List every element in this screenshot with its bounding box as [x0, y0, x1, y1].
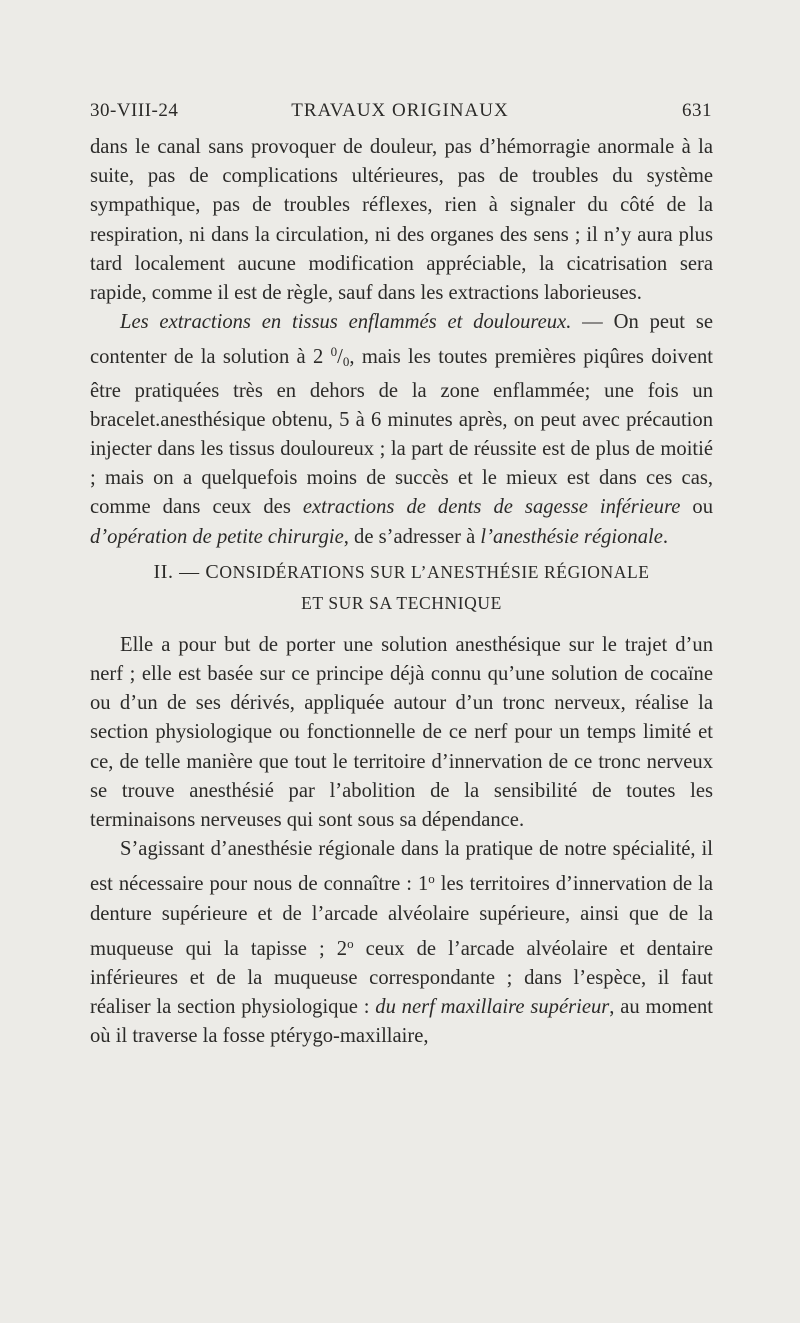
paragraph-1: [90, 133, 713, 308]
section-dash: —: [173, 560, 206, 583]
paragraph-2-text-2: , mais les toutes premières piqûres doivent être pratiquées très en dehors de la zone enflammée; une fois un bracelet.anesthésique obtenu, 5 à 6 minutes après, on peut avec précaution injecter dans les tissus douloureux ; la part de réussite est de plus de moitié ; mais on a quelquefois moins de succès et le mieux est dans ces cas, comme dans ceux des: [90, 346, 713, 519]
percent-sign-slash: /: [337, 346, 343, 369]
paragraph-1-text: dans le canal sans provoquer de douleur, pas d’hémorragie anormale à la suite, pas de complications ultérieures, pas de troubles du système sympathique, pas de troubles réflexes, rien à signaler du côté de la respiration, ni dans la circulation, ni des organes des sens ; il n’y aura plus tard localement aucune modification appréciable, la cicatrisation sera rapide, comme il est de règle, sauf dans les extractions laborieuses.: [90, 136, 713, 305]
paragraph-2-italic-1: extractions de dents de sagesse inférieure: [302, 496, 681, 519]
section-heading: [90, 558, 713, 618]
section-title-line-1: ONSIDÉRATIONS SUR L’ANESTHÉSIE RÉGIONALE: [219, 561, 650, 582]
paragraph-4-italic-1: du nerf maxillaire supérieur: [375, 996, 610, 1019]
paragraph-2-text-4: , de s’adresser à: [343, 525, 481, 548]
paragraph-3-text: Elle a pour but de porter une solution anesthésique sur le trajet d’un nerf ; elle est basée sur ce principe déjà connu qu’une solution de cocaïne ou d’un de ses dérivés, appliquée autour d’un tronc nerveux, réalise la section physiologique ou fonctionnelle de ce nerf pour un temps limité et ce, de telle manière que tout le territoire d’innervation de ce tronc nerveux se trouve anesthésié par l’abolition de la sensibilité de toutes les terminaisons nerveuses qui sont sous sa dépendance.: [90, 633, 713, 832]
section-title-line-2: ET SUR SA TECHNIQUE: [301, 592, 502, 613]
paragraph-2-text-6: .: [662, 525, 669, 548]
paragraph-4-text-1: S’agissant d’anesthésie régionale dans la pratique de notre spécialité, il est nécessaire pour nous de connaître : 1: [90, 838, 713, 896]
percent-sign-bottom: 0: [342, 354, 350, 370]
paragraph-4-text-4: , au moment où il traverse la fosse ptérygo-maxillaire,: [90, 996, 713, 1048]
paragraph-4: [90, 835, 713, 1051]
paragraph-4-text-2: les territoires d’innervation de la denture supérieure et de l’arcade alvéolaire supérieure, ainsi que de la muqueuse qui la tapisse ; 2: [90, 873, 713, 960]
percent-sign-top: 0: [330, 344, 338, 360]
paragraph-2: [90, 308, 713, 552]
paragraph-2-text-1: — On peut se contenter de la solution à 2: [90, 311, 713, 369]
header-date: 30-VIII-24: [90, 100, 179, 121]
paragraph-3: [90, 631, 713, 835]
paragraph-2-text-3: ou: [680, 496, 713, 519]
ordinal-marker-1: o: [428, 871, 435, 887]
ordinal-marker-2: o: [347, 935, 354, 951]
page-header: [90, 100, 710, 130]
paragraph-4-text-3: ceux de l’arcade alvéolaire et dentaire inférieures et de la muqueuse correspondante ; dans l’espèce, il faut réaliser la section physiologique :: [90, 937, 713, 1019]
paragraph-2-italic-2: d’opération de petite chirurgie: [90, 525, 344, 548]
paragraph-2-italic-lead: Les extractions en tissus enflammés et douloureux.: [120, 311, 572, 334]
section-title-initial: C: [205, 560, 220, 583]
paragraph-2-italic-3: anesthésie régionale: [493, 525, 663, 548]
section-number: II.: [153, 560, 174, 583]
page-number: 631: [682, 100, 712, 121]
body-text: [90, 133, 713, 1052]
paragraph-2-text-5: l’: [480, 525, 493, 548]
running-title: TRAVAUX ORIGINAUX: [291, 100, 509, 121]
